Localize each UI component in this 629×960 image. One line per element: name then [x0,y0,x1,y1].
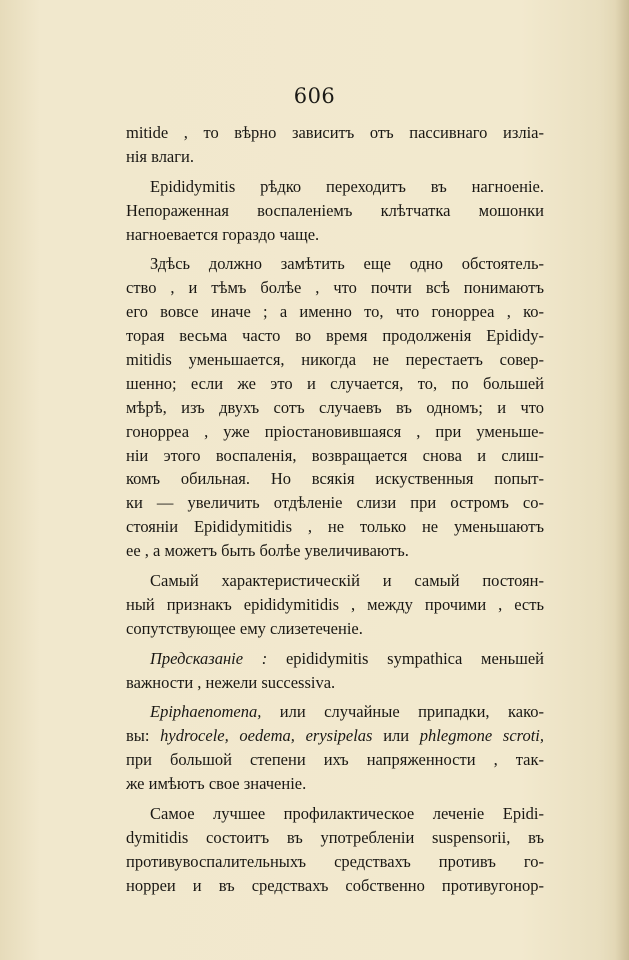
text-segment: epididymitis sympathica меньшей [267,648,544,668]
text-segment: или [372,726,420,746]
text-line: шенно; если же это и случается, то, по большей [126,373,544,393]
text-line: ство , и тѣмъ болѣе , что почти всѣ понимаютъ [126,278,544,298]
text-line: ки — увеличить отдѣленіе слизи при остромъ со- [126,493,544,513]
text-line: при большой степени ихъ напряженности , так- [126,750,544,770]
italic-text: hydrocele, oedema, erysipelas [160,726,373,746]
italic-text: Предсказаніе : [150,648,268,668]
text-line: нія влаги. [126,146,194,166]
text-line [126,724,544,748]
text-line [126,647,544,671]
body-text [126,121,544,898]
text-line: нагноевается гораздо чаще. [126,224,320,244]
text-line: гонорреа , уже пріостановившаяся , при уменьше- [126,421,544,441]
text-line: Непораженная воспаленіемъ клѣтчатка мошонки [126,200,544,220]
text-line: стояніи Epididymitidis , не только не уменьшаютъ [126,517,544,537]
page-edge-shadow [615,0,629,960]
text-line: мѣрѣ, изъ двухъ сотъ случаевъ въ одномъ; и что [126,397,544,417]
text-line: ный признакъ epididymitidis , между прочими , есть [126,594,544,614]
text-line: важности , нежели successiva. [126,672,336,692]
text-line: сопутствующее ему слизетеченіе. [126,618,363,638]
text-line: комъ обильная. Но всякія искуственныя попыт- [126,469,544,489]
text-line: ніи этого воспаленія, возвращается снова и слиш- [126,445,544,465]
text-line: Самый характеристическій и самый постоян- [150,571,544,591]
text-segment: или случайные припадки, како- [261,702,544,722]
text-line: Здѣсь должно замѣтить еще одно обстоятель- [150,254,544,274]
text-line: dymitidis состоитъ въ употребленіи suspensorii, въ [126,827,544,847]
text-line: Самое лучшее профилактическое леченіе Epidi- [150,804,544,824]
italic-text: Epiphaenomena, [150,702,262,722]
text-line [126,700,544,724]
italic-text: phlegmone scroti, [419,726,544,746]
text-line: торая весьма часто во время продолженія Epididy- [126,326,544,346]
text-line: mitide , то вѣрно зависитъ отъ пассивнаго изліа- [126,123,544,142]
text-line: же имѣютъ свое значеніе. [126,774,307,794]
text-line: норреи и въ средствахъ собственно противугонор- [126,875,544,895]
text-line: противувоспалительныхъ средствахъ противъ го- [126,851,544,871]
page-number: 606 [293,84,336,108]
text-line: Epididymitis рѣдко переходитъ въ нагноеніе. [150,176,544,196]
text-line: его вовсе иначе ; а именно то, что гонорреа , ко- [126,302,544,322]
text-line: mitidis уменьшается, никогда не перестаетъ совер- [126,350,544,370]
text-line: ее , а можетъ быть болѣе увеличиваютъ. [126,541,409,561]
text-segment: вы: [126,726,161,746]
